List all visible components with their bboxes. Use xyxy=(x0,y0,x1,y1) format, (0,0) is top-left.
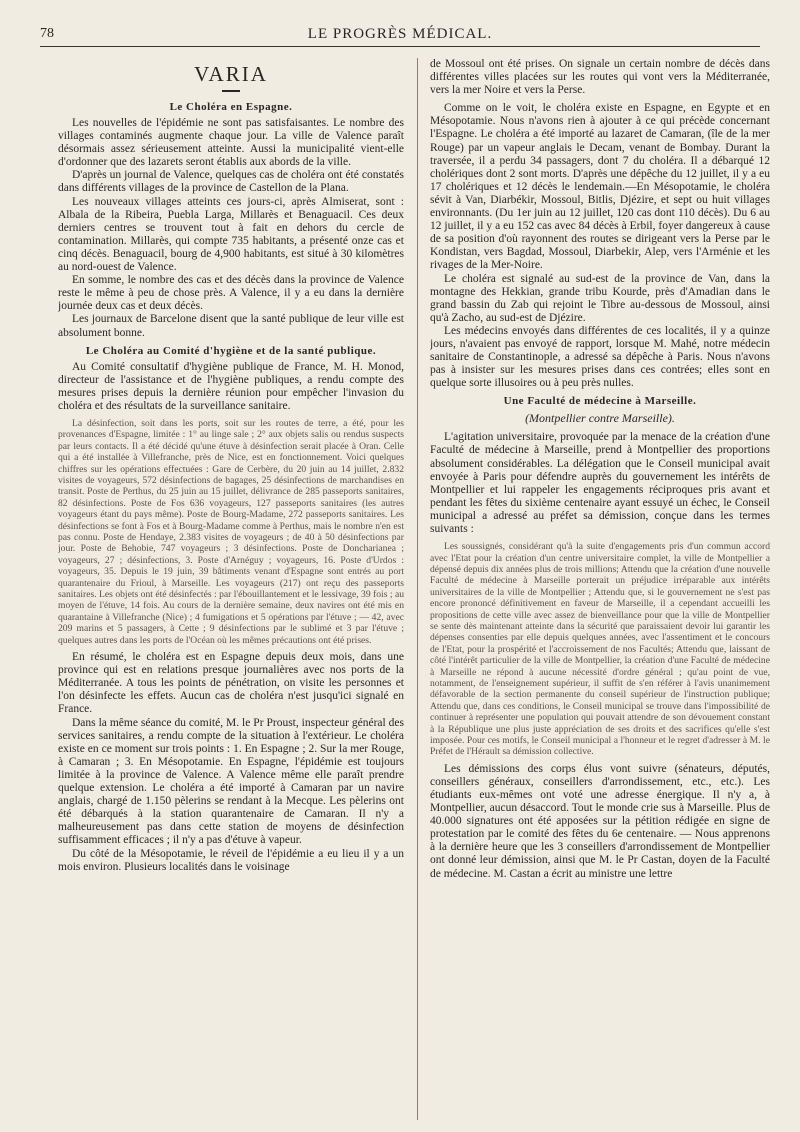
paragraph: D'après un journal de Valence, quelques cas de choléra ont été constatés dans différents villages de la province de Castellon de la Plana. xyxy=(58,169,404,195)
paragraph: Comme on le voit, le choléra existe en Espagne, en Egypte et en Mésopotamie. Nous n'avons rien à ajouter à ce qui précède concernant l'Espagne. Le choléra a été importé au lazaret de Camaran, (île de la mer Rouge) par un vapeur anglais le Decam, venant de Bombay. Durant la traversée, il a perdu 34 passagers, dont 7 du choléra. Il a débarqué 12 cholériques dont 2 sont morts. D'après une dépêche du 12 juillet, il y a eu 17 cholériques et 12 décès le lendemain.—En Mésopotamie, le choléra sévit à Van, Diarbékir, Mossoul, Bitlis, Djézire, et sept ou huit villages environnants. (Du 1er juin au 12 juillet, 120 cas dont 110 décès). Du 6 au 12 juillet, il y a eu 152 cas avec 84 décès à Erbil, foyer dangereux à cause de sa position d'où rayonnent des routes se dirigeant vers la Perse par le Kondistan, vers Bagdad, Mossoul, Diarbekir, Alep, vers l'Arménie et les rivages de la Mer-Noire. xyxy=(430,102,770,272)
paragraph: de Mossoul ont été prises. On signale un certain nombre de décès dans différentes villes placées sur les routes qui vont vers la Méditerranée, vers la mer Noire et vers la Perse. xyxy=(430,58,770,97)
paragraph: Les journaux de Barcelone disent que la santé publique de leur ville est absolument bonne. xyxy=(58,313,404,339)
paragraph: Les nouvelles de l'épidémie ne sont pas satisfaisantes. Le nombre des villages contaminés augmente chaque jour. La ville de Valence paraît désormais assez sérieusement atteinte. Aussi la municipalité vient-elle d'ordonner que des lazarets seront établis aux abords de la ville. xyxy=(58,117,404,169)
header-rule xyxy=(40,46,760,47)
page-number: 78 xyxy=(40,26,54,41)
section-title-cholera-espagne: Le Choléra en Espagne. xyxy=(169,101,293,113)
left-column xyxy=(58,58,404,1124)
right-column xyxy=(430,58,770,1124)
section-title-comite-hygiene: Le Choléra au Comité d'hygiène et de la santé publique. xyxy=(85,344,377,357)
paragraph: Les médecins envoyés dans différentes de ces localités, il y a quinze jours, n'avaient pas envoyé de rapport, lorsque M. Mahé, notre médecin sanitaire de Constantinople, a adressé sa dépêche à Paris. Nous n'avons pas à insister sur les mesures prises dans ces contrées; elles sont en quelque sorte illusoires ou à peu près nulles. xyxy=(430,324,770,390)
paragraph: Au Comité consultatif d'hygiène publique de France, M. H. Monod, directeur de l'assistance et de l'hygiène publiques, a rendu compte des mesures prises depuis la dernière réunion pour empêcher l'invasion du choléra et des résultats de la surveillance sanitaire. xyxy=(58,360,404,412)
paragraph: Du côté de la Mésopotamie, le réveil de l'épidémie a eu lieu il y a un mois environ. Plusieurs localités dans le voisinage xyxy=(58,847,404,873)
paragraph: Les nouveaux villages atteints ces jours-ci, après Almiserat, sont : Albala de la Ribeira, Puebla Larga, Millarès et Benaguacil. Ces deux derniers centres se trouvent tout à fait en dehors du cercle de contamination. Millarès, qui compte 735 habitants, a présenté onze cas et cinq décès. Benaguacil, bourg de 4,900 habitants, est situé à 30 kilomètres au nord-ouest de Valence. xyxy=(58,195,404,274)
small-print-paragraph: La désinfection, soit dans les ports, soit sur les routes de terre, a été, pour les provenances d'Espagne, limitée : 1° au linge sale ; 2° aux objets salis ou rendus suspects par leurs contacts. Il a été décidé qu'une étuve à désinfection serait placée à Oran. Celle qui a été installée à Villefranche, près de Nice, est en fonctionnement. Voici quelques chiffres sur les opérations effectuées : Gare de Cerbère, du 20 juin au 14 juillet, 2.832 visites de voyageurs, 572 désinfections de bagages, 25 désinfections de marchandises en transit. Poste de Perthus, du 25 juin au 15 juillet, délivrance de 285 passeports sanitaires, 82 désinfections. Poste de Fos 636 voyageurs, 127 passeports sanitaires (les autres voyageurs étant du pays même). Poste de Bourg-Madame, 272 passeports sanitaires. Les désinfections se font à Fos et à Bourg-Madame comme à Perthus, mais le nombre n'en est pas connu. Poste de Hendaye, 2.383 visites de voyageurs ; de 40 à 50 désinfections par jour. Poste de Behobie, 747 voyageurs ; 3 désinfections. Poste de Doncharianea ; voyageurs, 27 ; désinfections, 3. Poste d'Arnéguy ; voyageurs, 16. Poste d'Urdos : voyageurs, 35. Depuis le 19 juin, 39 bâtiments venant d'Espagne sont entrés au port quarantenaire du Frioul, à Marseille. Les voyageurs (217) ont reçu des passeports sanitaires. Les objets ont été désinfectés : par l'ébouillantement et le lessivage, 39 fois ; au moyen de l'étuve, 14 fois. Au cours de la dernière semaine, deux navires ont été mis en quarantaine à Villefranche (Nice) ; 4 fumigations et 5 opérations par l'étuve ; — 42, avec 209 marins et 5 passagers, à Cette ; 9 désinfections par le sublimé et 3 par l'étuve ; quelques autres dans les ports de l'Océan où les mêmes précautions ont été prises. xyxy=(58,417,404,646)
section-title-faculte-marseille: Une Faculté de médecine à Marseille. xyxy=(503,395,697,408)
varia-heading: VARIA xyxy=(194,62,268,86)
paragraph: L'agitation universitaire, provoquée par la menace de la création d'une Faculté de médecine à Marseille, prend à Montpellier des proportions absolument considérables. La délégation que le Conseil municipal avait envoyée à Paris pour défendre auprès du gouvernement les intérêts de Montpellier et lui rappeler les engagements réciproques pris avant et pendant les fêtes du sixième centenaire ayant essuyé un échec, le Conseil municipal a adressé au préfet sa démission, conçue dans les termes suivants : xyxy=(430,431,770,535)
journal-title: LE PROGRÈS MÉDICAL. xyxy=(307,26,493,42)
page-header xyxy=(40,26,760,48)
varia-rule xyxy=(222,90,240,92)
paragraph: En somme, le nombre des cas et des décès dans la province de Valence reste le même à peu de chose près. A Valence, il y a eu dans la dernière journée deux cas et deux décès. xyxy=(58,274,404,313)
column-divider xyxy=(417,58,418,1120)
paragraph: En résumé, le choléra est en Espagne depuis deux mois, dans une province qui est en relations presque journalières avec nos ports de la Méditerranée. A tous les points de pénétration, on visite les personnes et l'on désinfecte les effets. Aucun cas de choléra n'est jusqu'ici signalé en France. xyxy=(58,651,404,716)
paragraph: Le choléra est signalé au sud-est de la province de Van, dans la montagne des Hekkian, grande tribu Kourde, près d'Amadian dans le grand bassin du Zab qui rejoint le Tibre au-dessous de Mossoul, ainsi qu'à Zacho, au sud-est de Djézire. xyxy=(430,272,770,324)
small-print-paragraph: Les soussignés, considérant qu'à la suite d'engagements pris d'un commun accord avec l'Etat pour la création d'un centre universitaire complet, la ville de Montpellier a dépensé depuis dix années plus de trois millions; Attendu que la création d'une nouvelle Faculté de médecine à Marseille porterait un préjudice irréparable aux intérêts universitaires de la ville de Montpellier ; Attendu que, si le gouvernement ne s'est pas encore prononcé définitivement en faveur de Marseille, il a cependant accueilli les propositions de cette ville avec assez de bienveillance pour que la ville de Montpellier se sente dès maintenant atteinte dans la sécurité que paraissaient devoir lui garantir les dépenses consenties par elle depuis quelques années, avec l'assentiment et le concours de l'Etat, pour la prospérité et l'accroissement de nos Facultés; Attendu que, laissant de côté l'intérêt particulier de la ville de Montpellier, la création d'une Faculté de médecine à Marseille ne répond à aucune nécessité d'ordre général ; qu'au point de vue, notamment, de l'enseignement supérieur, il suffit de s'en référer à l'avis unanimement défavorable de la section permanente du conseil supérieur de l'instruction publique; Attendu que, dans ces conditions, le Conseil municipal se trouve dans l'impossibilité de continuer à représenter une population qui pouvait attendre de son dévouement constant à la République une plus juste appréciation de ses droits et des sacrifices qu'elle s'est imposée. Pour ces motifs, le Conseil municipal a l'honneur et le regret d'adresser à M. le Préfet de l'Hérault sa démission collective. xyxy=(430,541,770,758)
section-subtitle: (Montpellier contre Marseille). xyxy=(525,411,675,426)
paragraph: Les démissions des corps élus vont suivre (sénateurs, députés, conseillers généraux, conseillers d'arrondissement, etc., etc.). Les étudiants eux-mêmes ont voté une adresse énergique. Il n'y a, à Montpellier, aucun désaccord. Tout le monde crie sus à Marseille. Plus de 40.000 signatures ont été apposées sur la pétition rédigée en signe de protestation par le comité des fêtes du 6e centenaire. — Nous apprenons à la dernière heure que les 3 conseillers d'arrondissement de Montpellier ont donné leur démission, ainsi que M. le Pr Castan, doyen de la Faculté de médecine. M. Castan a écrit au ministre une lettre xyxy=(430,762,770,880)
paragraph: Dans la même séance du comité, M. le Pr Proust, inspecteur général des services sanitaires, a rendu compte de la situation à l'extérieur. Le choléra existe en ce moment sur trois points : 1. En Espagne ; 2. Sur la mer Rouge, à Camaran ; 3. En Mésopotamie. En Espagne, l'épidémie est toujours limitée à la province de Valence. A Valence même elle paraît prendre quelque extension. Le choléra a été importé à Camaran par un navire anglais, chargé de 1.150 pèlerins se rendant à la Mecque. Les pèlerins ont été débarqués à la station quarantenaire de Camaran. Il n'y a malheureusement pas dans cette station de moyens de désinfection suffisamment efficaces ; il n'y a pas d'étuve à vapeur. xyxy=(58,716,404,847)
